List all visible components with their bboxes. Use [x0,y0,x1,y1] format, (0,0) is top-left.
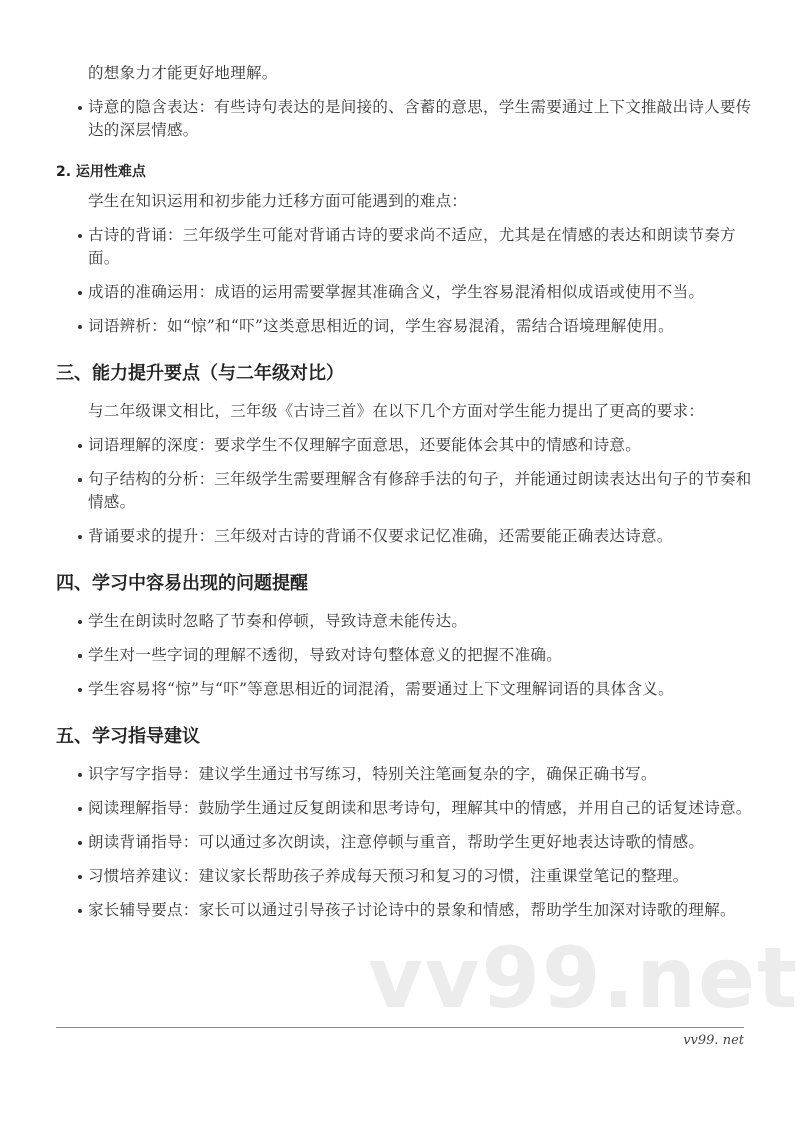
subsection-heading: 2. 运用性难点 [56,164,146,180]
list-item: 识字写字指导：建议学生通过书写练习，特别关注笔画复杂的字，确保正确书写。 [88,763,752,786]
list-item: 背诵要求的提升：三年级对古诗的背诵不仅要求记忆准确，还需要能正确表达诗意。 [88,525,752,548]
footer-divider [56,1027,744,1028]
paragraph: 与二年级课文相比，三年级《古诗三首》在以下几个方面对学生能力提出了更高的要求： [88,402,705,420]
list-item: 词语辨析：如“惊”和“吓”这类意思相近的词，学生容易混淆，需结合语境理解使用。 [88,315,752,338]
list-item: 阅读理解指导：鼓励学生通过反复朗读和思考诗句，理解其中的情感，并用自己的话复述诗意。 [88,797,752,820]
section-heading: 四、学习中容易出现的问题提醒 [56,573,308,594]
footer-text: vv99. net [683,1033,744,1048]
paragraph-continuation: 的想象力才能更好地理解。 [88,64,278,82]
list-item: 朗读背诵指导：可以通过多次朗读，注意停顿与重音，帮助学生更好地表达诗歌的情感。 [88,831,752,854]
section-heading: 五、学习指导建议 [56,726,200,747]
section-heading: 三、能力提升要点（与二年级对比） [56,363,344,384]
list-item: 学生在朗读时忽略了节奏和停顿，导致诗意未能传达。 [88,610,752,633]
list-item: 诗意的隐含表达：有些诗句表达的是间接的、含蓄的意思，学生需要通过上下文推敲出诗人要传达的深层情感。 [88,96,752,142]
paragraph: 学生在知识运用和初步能力迁移方面可能遇到的难点： [88,192,468,210]
list-item: 句子结构的分析：三年级学生需要理解含有修辞手法的句子，并能通过朗读表达出句子的节奏和情感。 [88,468,752,514]
list-item: 学生容易将“惊”与“吓”等意思相近的词混淆，需要通过上下文理解词语的具体含义。 [88,678,752,701]
watermark: vv99.net [368,929,800,1027]
list-item: 古诗的背诵：三年级学生可能对背诵古诗的要求尚不适应，尤其是在情感的表达和朗读节奏方面。 [88,224,752,270]
list-item: 成语的准确运用：成语的运用需要掌握其准确含义，学生容易混淆相似成语或使用不当。 [88,281,752,304]
list-item: 词语理解的深度：要求学生不仅理解字面意思，还要能体会其中的情感和诗意。 [88,434,752,457]
list-item: 家长辅导要点：家长可以通过引导孩子讨论诗中的景象和情感，帮助学生加深对诗歌的理解。 [88,899,752,922]
list-item: 学生对一些字词的理解不透彻，导致对诗句整体意义的把握不准确。 [88,644,752,667]
list-item: 习惯培养建议：建议家长帮助孩子养成每天预习和复习的习惯，注重课堂笔记的整理。 [88,865,752,888]
